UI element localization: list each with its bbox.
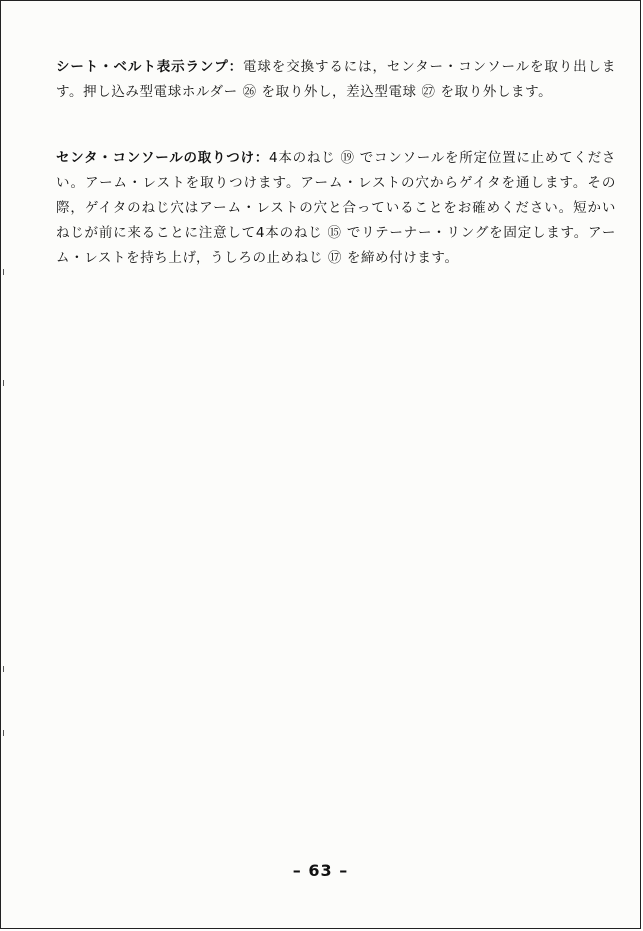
- margin-mark: [3, 666, 7, 672]
- page-number: – 63 –: [292, 861, 349, 880]
- seatbelt-lamp-paragraph: [56, 55, 616, 105]
- seatbelt-lamp-body: 電球を交換するには，センター・コンソールを取り出します。押し込み型電球ホルダー ㉖ を取り外し，差込型電球 ㉗ を取り外します。: [56, 59, 616, 100]
- margin-mark: [3, 269, 7, 275]
- center-console-body: 4本のねじ ⑲ でコンソールを所定位置に止めてください。アーム・レストを取りつけます。アーム・レストの穴からゲイタを通します。その際，ゲイタのねじ穴はアーム・レストの穴と合っていることをお確めください。短かいねじが前に来ることに注意して4本のねじ ⑮ でリテーナー・リングを固定します。アーム・レストを持ち上げ，うしろの止めねじ ⑰ を締め付けます。: [56, 150, 616, 266]
- seatbelt-lamp-heading: シート・ベルト表示ランプ：: [56, 59, 244, 75]
- center-console-heading: センタ・コンソールの取りつけ：: [56, 150, 270, 166]
- margin-mark: [3, 730, 7, 736]
- margin-mark: [3, 380, 7, 386]
- center-console-paragraph: [56, 146, 616, 271]
